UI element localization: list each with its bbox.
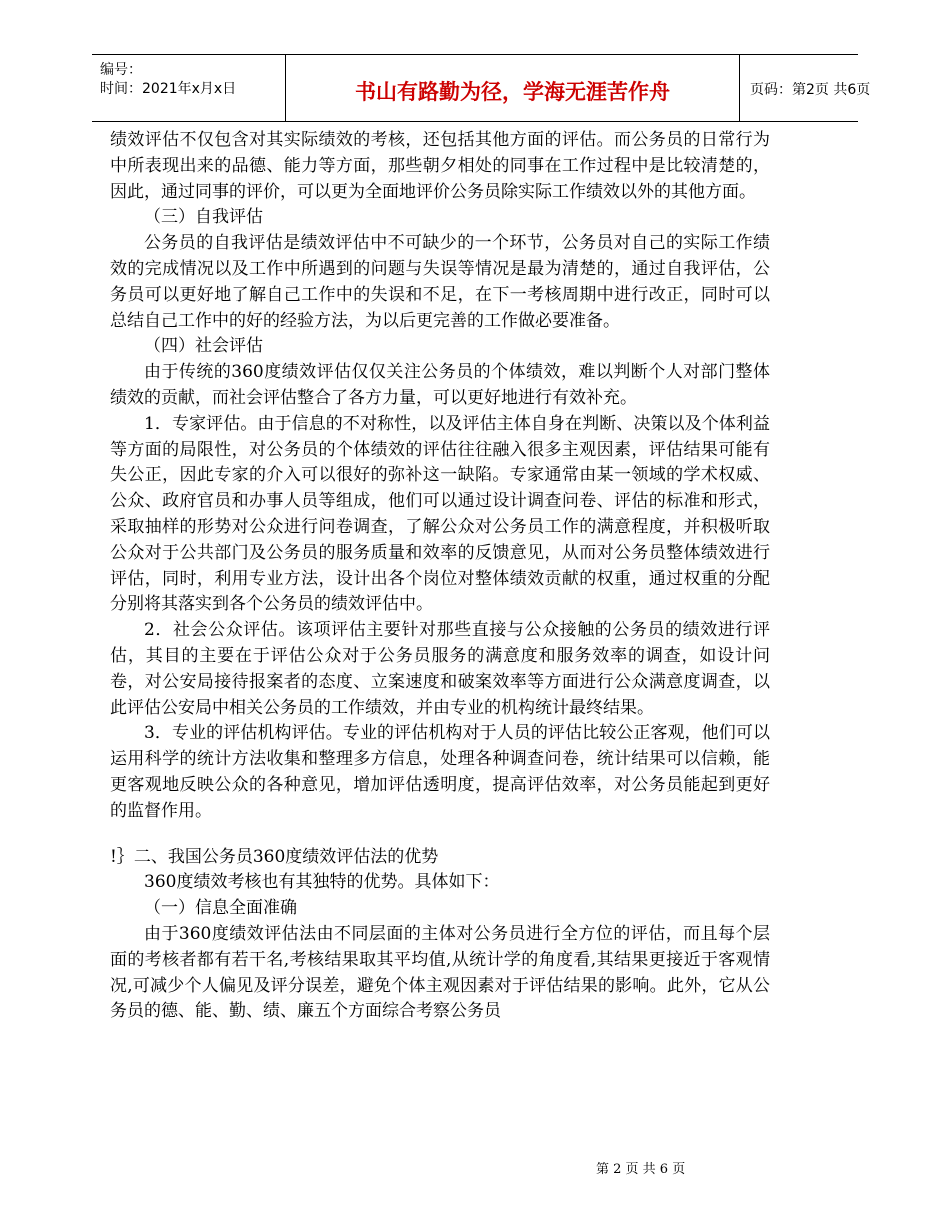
page-info: 页码：第2页 共6页 (750, 82, 871, 98)
header-page-cell (740, 55, 871, 121)
subsection-heading-info-accuracy: （一）信息全面准确 (144, 898, 297, 919)
paragraph-self-evaluation: 公务员的自我评估是绩效评估中不可缺少的一个环节，公务员对自己的实际工作绩效的完成情况以及工作中所遇到的问题与失误等情况是最为清楚的，通过自我评估，公务员可以更好地了解自己工作中的失误和不足，在下一考核周期中进行改正，同时可以总结自己工作中的好的经验方法，为以后更完善的工作做必要准备。 (110, 233, 770, 331)
header-motto-cell (285, 55, 740, 121)
paragraph-expert-evaluation: 1．专家评估。由于信息的不对称性，以及评估主体自身在判断、决策以及个体利益等方面的局限性，对公务员的个体绩效的评估往往融入很多主观因素，评估结果可能有失公正，因此专家的介入可以很好的弥补这一缺陷。专家通常由某一领域的学术权威、公众、政府官员和办事人员等组成，他们可以通过设计调查问卷、评估的标准和形式，采取抽样的形势对公众进行问卷调查，了解公众对公务员工作的满意程度，并积极听取公众对于公共部门及公务员的服务质量和效率的反馈意见，从而对公务员整体绩效进行评估，同时，利用专业方法，设计出各个岗位对整体绩效贡献的权重，通过权重的分配分别将其落实到各个公务员的绩效评估中。 (110, 413, 770, 615)
paragraph-public-evaluation: 2．社会公众评估。该项评估主要针对那些直接与公众接触的公务员的绩效进行评估，其目的主要在于评估公众对于公务员服务的满意度和服务效率的调查，如设计问卷，对公安局接待报案者的态度、立案速度和破案效率等方面进行公众满意度调查，以此评估公安局中相关公务员的工作绩效，并由专业的机构统计最终结果。 (110, 620, 770, 718)
section-heading-advantages: !｝二、我国公务员360度绩效评估法的优势 (110, 846, 439, 867)
page-header (92, 54, 871, 122)
number-label: 编号： (100, 62, 142, 78)
paragraph-professional-evaluation: 3．专业的评估机构评估。专业的评估机构对于人员的评估比较公正客观，他们可以运用科学的统计方法收集和整理多方信息，处理各种调查问卷，统计结果可以信赖，能更客观地反映公众的各种意见，增加评估透明度，提高评估效率，对公务员能起到更好的监督作用。 (110, 723, 770, 821)
document-body (110, 128, 770, 1025)
section-heading-self-evaluation: （三）自我评估 (144, 207, 263, 228)
paragraph-peer-evaluation: 绩效评估不仅包含对其实际绩效的考核，还包括其他方面的评估。而公务员的日常行为中所表现出来的品德、能力等方面，那些朝夕相处的同事在工作过程中是比较清楚的，因此，通过同事的评价，可以更为全面地评价公务员除实际工作绩效以外的其他方面。 (110, 130, 770, 202)
section-heading-social-evaluation: （四）社会评估 (144, 336, 263, 357)
section-spacer (110, 825, 770, 845)
time-label: 时间：2021年x月x日 (100, 81, 237, 97)
paragraph-social-evaluation: 由于传统的360度绩效评估仅仅关注公务员的个体绩效，难以判断个人对部门整体绩效的贡献，而社会评估整合了各方力量，可以更好地进行有效补充。 (110, 362, 770, 408)
paragraph-info-accuracy: 由于360度绩效评估法由不同层面的主体对公务员进行全方位的评估，而且每个层面的考核者都有若干名,考核结果取其平均值,从统计学的角度看,其结果更接近于客观情况,可减少个人偏见及评分误差，避免个体主观因素对于评估结果的影响。此外，它从公务员的德、能、勤、绩、廉五个方面综合考察公务员 (110, 923, 770, 1022)
page-footer: 第 2 页 共 6 页 (596, 1162, 686, 1177)
motto: 书山有路勤为径，学海无涯苦作舟 (355, 80, 670, 104)
paragraph-advantages-intro: 360度绩效考核也有其独特的优势。具体如下： (144, 872, 500, 893)
header-meta-cell (92, 55, 285, 121)
